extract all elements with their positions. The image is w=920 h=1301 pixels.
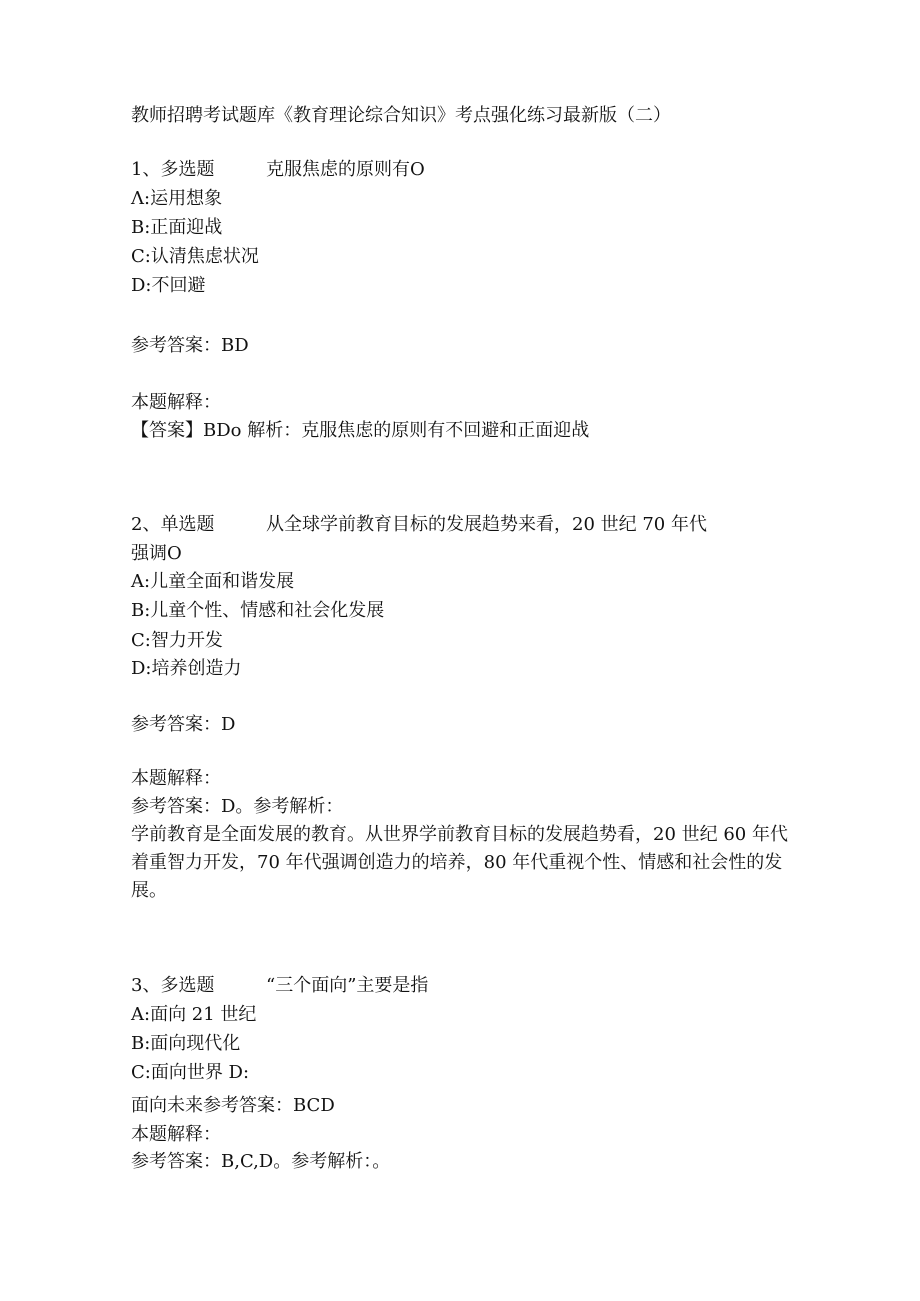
question-2-answer: 参考答案：D bbox=[131, 714, 236, 735]
question-2-option-d: D:培养创造力 bbox=[131, 658, 242, 679]
question-3-option-a: A:面向 21 世纪 bbox=[131, 1004, 257, 1025]
question-3-option-c: C:面向世界 D: bbox=[131, 1062, 250, 1083]
question-1-option-a: Λ:运用想象 bbox=[131, 188, 223, 209]
question-3-header bbox=[131, 974, 428, 998]
question-2-option-a: A:儿童全面和谐发展 bbox=[131, 571, 295, 592]
question-2-option-c: C:智力开发 bbox=[131, 630, 223, 651]
question-1-answer: 参考答案：BD bbox=[131, 335, 249, 356]
question-2-explain-label: 本题解释： bbox=[131, 768, 221, 789]
question-2-stem: 从全球学前教育目标的发展趋势来看，20 世纪 70 年代 bbox=[266, 514, 707, 535]
question-1-header bbox=[131, 158, 425, 182]
question-1-option-b: B:正面迎战 bbox=[131, 217, 223, 238]
question-2-explanation: 学前教育是全面发展的教育。从世界学前教育目标的发展趋势看，20 世纪 60 年代着重智力开发，70 年代强调创造力的培养，80 年代重视个性、情感和社会性的发展。 bbox=[131, 824, 788, 901]
question-3-explanation: 参考答案：B,C,D。参考解析：。 bbox=[131, 1151, 391, 1172]
question-3-type: 3、多选题 bbox=[131, 975, 215, 996]
question-1-stem: 克服焦虑的原则有O bbox=[266, 159, 425, 180]
question-3-answer: 面向未来参考答案：BCD bbox=[131, 1095, 335, 1116]
question-3-explain-label: 本题解释： bbox=[131, 1124, 221, 1145]
question-1-explain-label: 本题解释： bbox=[131, 392, 221, 413]
document-title: 教师招聘考试题库《教育理论综合知识》考点强化练习最新版（二） bbox=[131, 105, 671, 126]
question-1-option-c: C:认清焦虑状况 bbox=[131, 246, 259, 267]
question-2-option-b: B:儿童个性、情感和社会化发展 bbox=[131, 600, 385, 621]
question-3-stem: “三个面向”主要是指 bbox=[266, 975, 429, 996]
question-1-type: 1、多选题 bbox=[131, 159, 215, 180]
question-3-option-b: B:面向现代化 bbox=[131, 1033, 241, 1054]
question-2-type: 2、单选题 bbox=[131, 514, 215, 535]
question-1-option-d: D:不回避 bbox=[131, 275, 206, 296]
question-1-explanation: 【答案】BDo 解析：克服焦虑的原则有不回避和正面迎战 bbox=[131, 420, 590, 441]
question-2-header bbox=[131, 513, 707, 537]
question-2-stem-continued: 强调O bbox=[131, 543, 182, 564]
question-2-explain-head: 参考答案：D。参考解析： bbox=[131, 796, 344, 817]
